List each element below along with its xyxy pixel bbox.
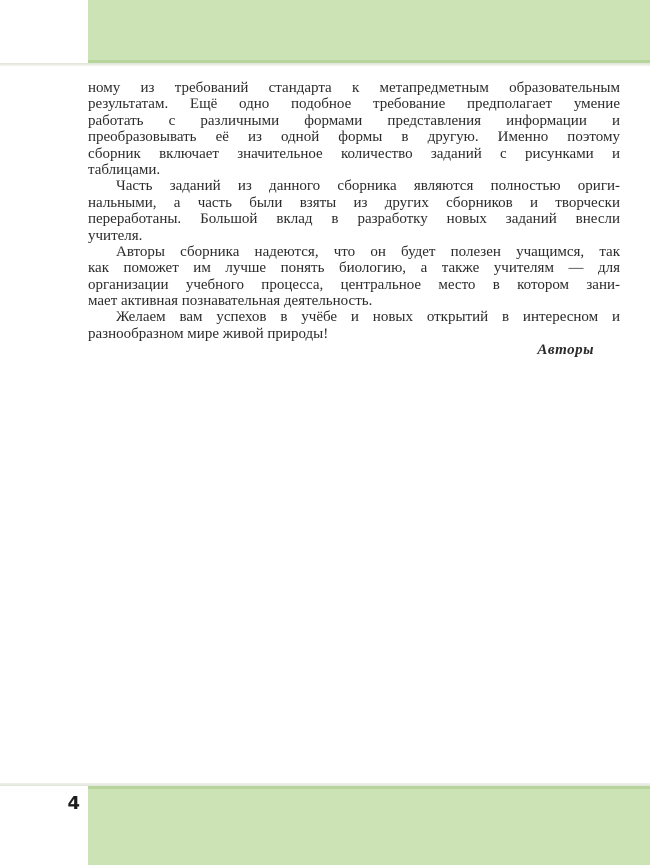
text-line: переработаны. Большой вклад в разработку новых заданий внесли	[88, 211, 620, 228]
text-line: результатам. Ещё одно подобное требование предполагает умение	[88, 96, 620, 113]
text-block	[88, 80, 620, 359]
authors-signature: Авторы	[537, 342, 594, 359]
text-line: работать с различными формами представления информации и	[88, 112, 620, 129]
text-line: разнообразном мире живой природы!	[88, 325, 329, 342]
text-line: Желаем вам успехов в учёбе и новых открытий в интересном и	[116, 309, 620, 326]
text-line: организации учебного процесса, центральное место в котором зани-	[88, 276, 620, 293]
text-line: учителя.	[88, 227, 143, 244]
text-line: мает активная познавательная деятельность.	[88, 293, 373, 310]
text-line: как поможет им лучше понять биологию, а также учителям — для	[88, 260, 620, 277]
text-line: сборник включает значительное количество заданий с рисунками и	[88, 145, 620, 162]
bottom-green-band	[88, 786, 650, 865]
text-line: таблицами.	[88, 161, 161, 178]
top-rule-line	[0, 63, 650, 66]
text-line: Часть заданий из данного сборника являются полностью ориги-	[116, 178, 620, 195]
text-line: ному из требований стандарта к метапредметным образовательным	[88, 80, 620, 96]
text-line: преобразовывать её из одной формы в другую. Именно поэтому	[88, 129, 620, 146]
page-number: 4	[67, 793, 80, 814]
top-green-band	[88, 0, 650, 63]
text-line: нальными, а часть были взяты из других сборников и творчески	[88, 194, 620, 211]
text-line: Авторы сборника надеются, что он будет полезен учащимся, так	[116, 243, 620, 260]
